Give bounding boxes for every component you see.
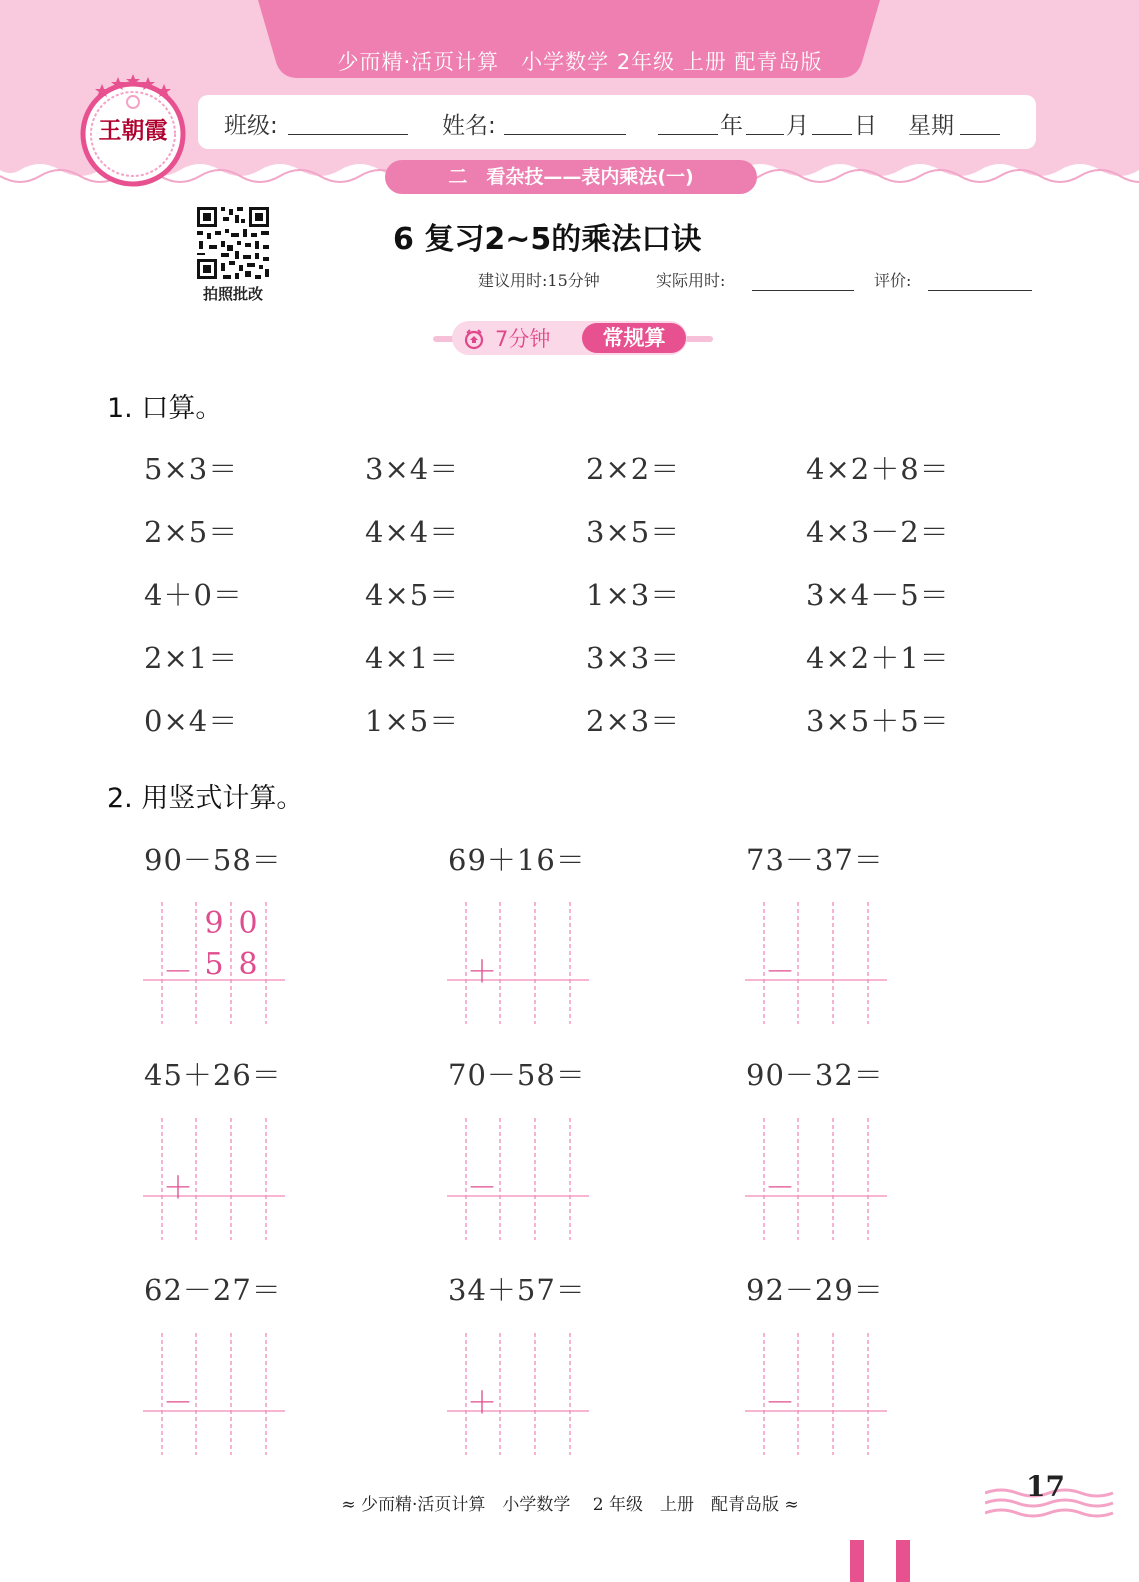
weekday-label: 星期 (908, 113, 954, 139)
operator-sign: － (765, 1171, 795, 1206)
oral-question: 4×3－2＝ (806, 515, 950, 549)
vertical-calc-grid[interactable] (143, 1118, 285, 1240)
evaluation-label: 评价: (874, 271, 912, 290)
operator-sign: － (163, 955, 193, 990)
oral-question: 2×2＝ (586, 452, 681, 486)
oral-question: 4＋0＝ (144, 578, 243, 612)
vertical-calc-grid[interactable] (143, 902, 285, 1024)
oral-question: 4×2＋1＝ (806, 641, 950, 675)
oral-question: 3×4－5＝ (806, 578, 950, 612)
oral-question: 2×1＝ (144, 641, 239, 675)
suggested-time: 建议用时:15分钟 (478, 271, 600, 290)
time-badge: 7分钟 (495, 327, 551, 351)
oral-question: 3×4＝ (365, 452, 460, 486)
year-input-line[interactable] (658, 134, 718, 135)
vertical-calc-grid[interactable] (143, 1333, 285, 1455)
month-input-line[interactable] (746, 134, 784, 135)
vertical-calc-expression: 69＋16＝ (448, 843, 586, 877)
vertical-calc-grid[interactable] (447, 902, 589, 1024)
oral-question: 1×3＝ (586, 578, 681, 612)
operator-sign: － (163, 1386, 193, 1421)
evaluation-input-line[interactable] (928, 290, 1032, 291)
vertical-calc-grid[interactable] (745, 1118, 887, 1240)
vertical-calc-expression: 34＋57＝ (448, 1273, 586, 1307)
class-input-line[interactable] (288, 134, 408, 135)
operator-sign: － (765, 955, 795, 990)
book-series-banner: 少而精·活页计算 小学数学 2年级 上册 配青岛版 (337, 50, 823, 74)
day-input-line[interactable] (812, 134, 852, 135)
section2-title: 2. 用竖式计算。 (107, 783, 304, 814)
oral-question: 4×4＝ (365, 515, 460, 549)
oral-question: 4×5＝ (365, 578, 460, 612)
unit-subtitle: 二 看杂技——表内乘法(一) (385, 160, 757, 194)
oral-question: 1×5＝ (365, 704, 460, 738)
weekday-input-line[interactable] (960, 134, 1000, 135)
vertical-calc-expression: 92－29＝ (746, 1273, 884, 1307)
oral-question: 4×1＝ (365, 641, 460, 675)
name-label: 姓名: (442, 113, 496, 139)
clock-icon (463, 328, 485, 350)
name-input-line[interactable] (504, 134, 626, 135)
vertical-calc-expression: 45＋26＝ (144, 1058, 282, 1092)
oral-question: 3×3＝ (586, 641, 681, 675)
month-label: 月 (786, 113, 809, 139)
example-digit: 9 (204, 906, 224, 941)
oral-question: 2×5＝ (144, 515, 239, 549)
actual-time-label: 实际用时: (656, 271, 726, 290)
qr-label: 拍照批改 (202, 285, 263, 303)
oral-question: 3×5＋5＝ (806, 704, 950, 738)
vertical-calc-expression: 62－27＝ (144, 1273, 282, 1307)
operator-sign: － (765, 1386, 795, 1421)
operator-sign: － (467, 1171, 497, 1206)
mode-badge: 常规算 (582, 323, 686, 353)
vertical-calc-expression: 70－58＝ (448, 1058, 586, 1092)
lesson-title: 6 复习2~5的乘法口诀 (393, 222, 702, 257)
qr-code[interactable] (195, 205, 271, 281)
student-info-box (198, 95, 1036, 149)
vertical-calc-grid[interactable] (745, 902, 887, 1024)
oral-question: 5×3＝ (144, 452, 239, 486)
oral-question: 3×5＝ (586, 515, 681, 549)
vertical-calc-expression: 90－58＝ (144, 843, 282, 877)
year-label: 年 (720, 113, 743, 139)
example-digit: 5 (204, 947, 224, 982)
operator-sign: ＋ (467, 1386, 497, 1421)
vertical-calc-grid[interactable] (745, 1333, 887, 1455)
page-number: 17 (1026, 1470, 1065, 1503)
class-label: 班级: (224, 113, 278, 139)
oral-question: 0×4＝ (144, 704, 239, 738)
operator-sign: ＋ (467, 955, 497, 990)
section1-title: 1. 口算。 (107, 393, 223, 424)
page-edge-tabs (850, 1540, 914, 1582)
footer-series-text: ≈ 少而精·活页计算 小学数学 2 年级 上册 配青岛版 ≈ (341, 1495, 799, 1515)
actual-time-input-line[interactable] (752, 290, 854, 291)
day-label: 日 (854, 113, 877, 139)
vertical-calc-grid[interactable] (447, 1333, 589, 1455)
vertical-calc-expression: 73－37＝ (746, 843, 884, 877)
oral-question: 4×2＋8＝ (806, 452, 950, 486)
vertical-calc-expression: 90－32＝ (746, 1058, 884, 1092)
operator-sign: ＋ (163, 1171, 193, 1206)
vertical-calc-grid[interactable] (447, 1118, 589, 1240)
example-digit: 0 (238, 906, 258, 941)
oral-question: 2×3＝ (586, 704, 681, 738)
logo-text: 王朝霞 (98, 117, 168, 144)
example-digit: 8 (238, 947, 258, 982)
